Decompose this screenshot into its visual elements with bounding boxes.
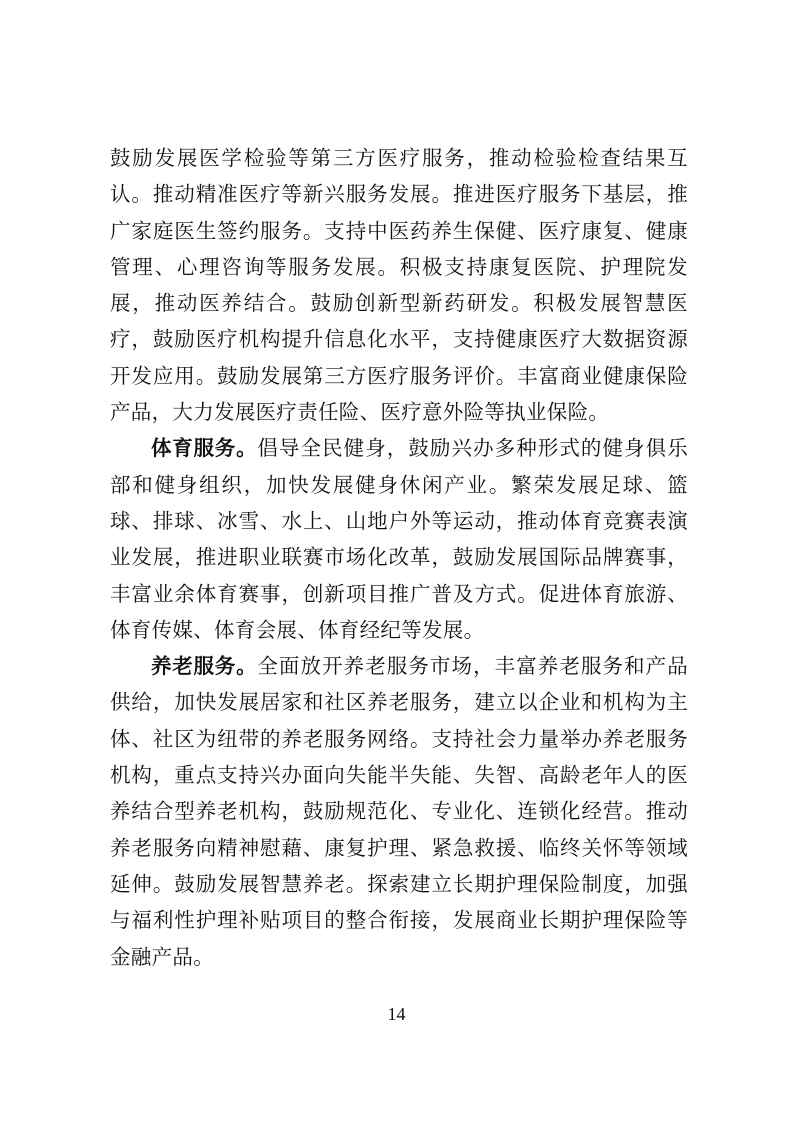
paragraph-text: 鼓励发展医学检验等第三方医疗服务，推动检验检查结果互认。推动精准医疗等新兴服务发展。推进医疗服务下基层，推广家庭医生签约服务。支持中医药养生保健、医疗康复、健康管理、心理咨询等服务发展。积极支持康复医院、护理院发展，推动医养结合。鼓励创新型新药研发。积极发展智慧医疗，鼓励医疗机构提升信息化水平，支持健康医疗大数据资源开发应用。鼓励发展第三方医疗服务评价。丰富商业健康保险产品，大力发展医疗责任险、医疗意外险等执业保险。	[110, 146, 688, 425]
section-lead-elderly-care: 养老服务。	[151, 654, 258, 679]
page-number: 14	[387, 1004, 406, 1024]
body-text	[110, 140, 688, 975]
paragraph-elderly-care-services	[110, 648, 688, 975]
paragraph-text: 倡导全民健身，鼓励兴办多种形式的健身俱乐部和健身组织，加快发展健身休闲产业。繁荣发展足球、篮球、排球、冰雪、水上、山地户外等运动，推动体育竞赛表演业发展，推进职业联赛市场化改革，鼓励发展国际品牌赛事，丰富业余体育赛事，创新项目推广普及方式。促进体育旅游、体育传媒、体育会展、体育经纪等发展。	[110, 436, 689, 642]
paragraph-sports-services	[110, 430, 688, 648]
section-lead-sports: 体育服务。	[151, 436, 258, 461]
paragraph-text: 全面放开养老服务市场，丰富养老服务和产品供给，加快发展居家和社区养老服务，建立以企业和机构为主体、社区为纽带的养老服务网络。支持社会力量举办养老服务机构，重点支持兴办面向失能半失能、失智、高龄老年人的医养结合型养老机构，鼓励规范化、专业化、连锁化经营。推动养老服务向精神慰藉、康复护理、紧急救援、临终关怀等领域延伸。鼓励发展智慧养老。探索建立长期护理保险制度，加强与福利性护理补贴项目的整合衔接，发展商业长期护理保险等金融产品。	[110, 654, 689, 969]
paragraph-medical-services	[110, 140, 688, 430]
